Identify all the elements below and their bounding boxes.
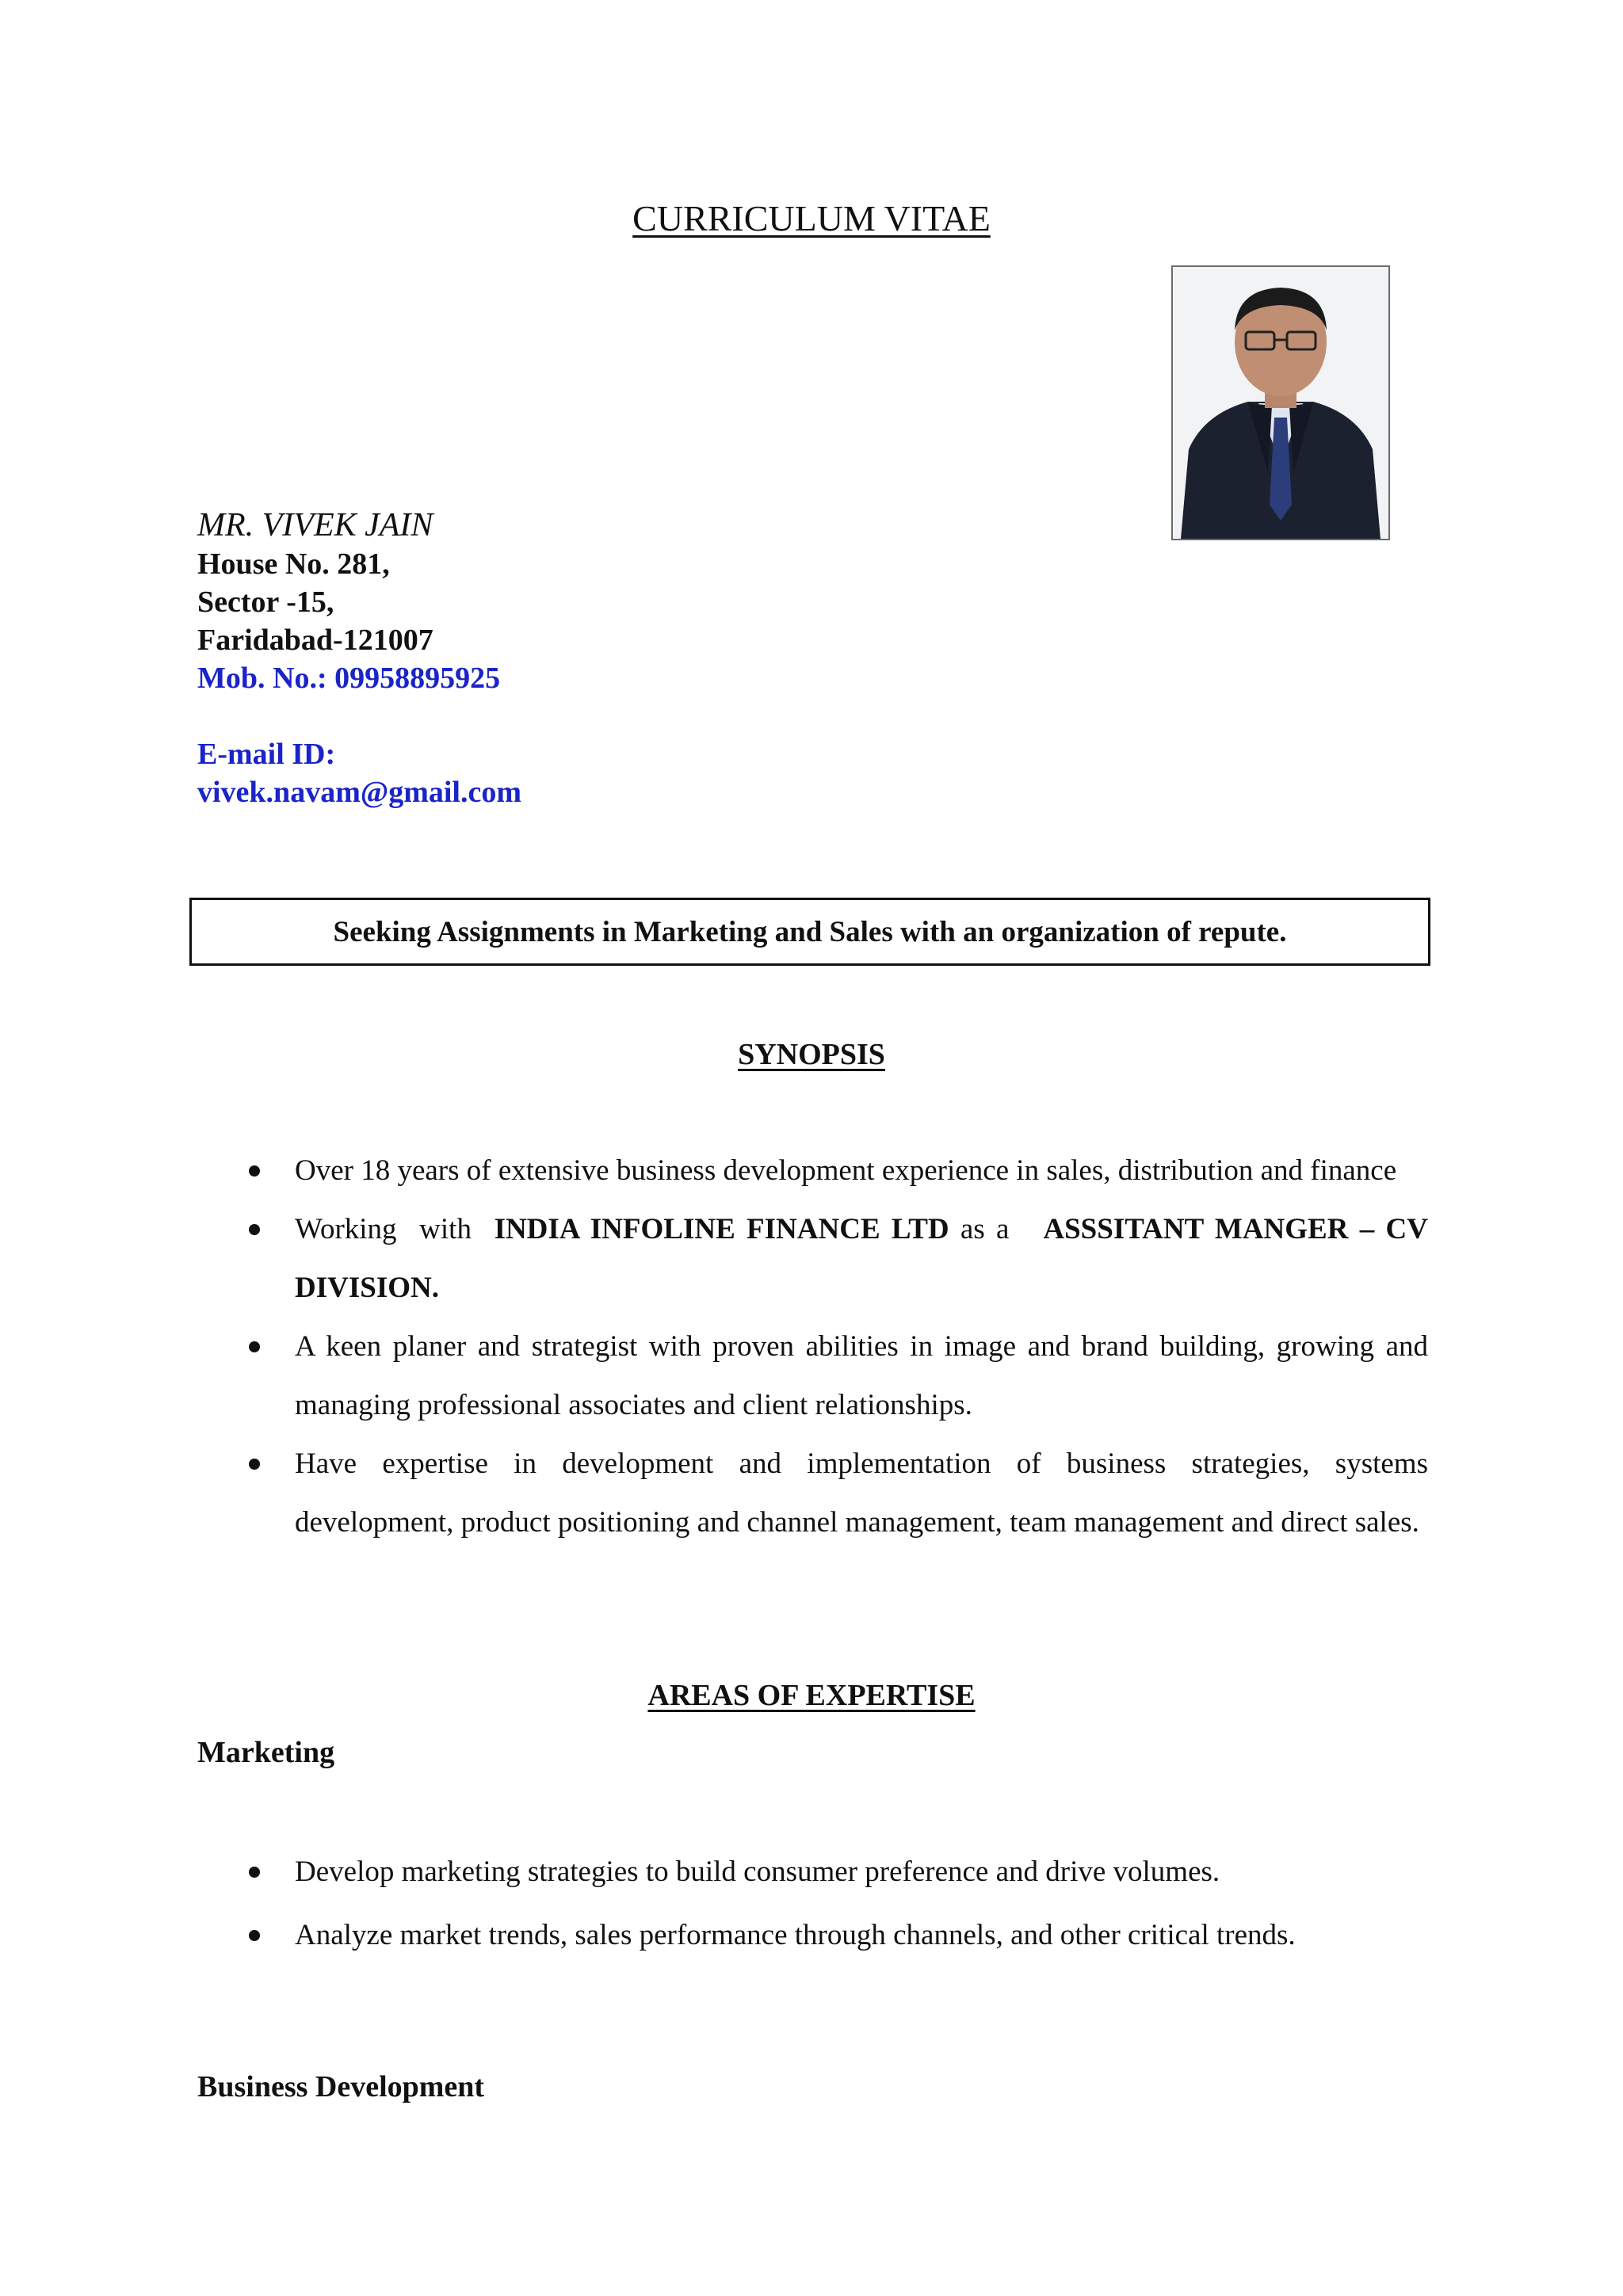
company-name: INDIA INFOLINE FINANCE LTD [494,1213,949,1245]
profile-photo [1171,265,1390,540]
list-item: Develop marketing strategies to build consumer preference and drive volumes. [238,1840,1428,1904]
objective-text: Seeking Assignments in Marketing and Sales with an organization of repute. [333,915,1287,948]
address-line-3: Faridabad-121007 [197,624,433,657]
address-line-1: House No. 281, [197,547,390,581]
bullet-icon [249,1459,260,1470]
person-photo-icon [1173,267,1388,539]
bullet-icon [249,1165,260,1177]
email-label: E-mail ID: [197,738,336,771]
candidate-name: MR. VIVEK JAIN [197,507,433,543]
list-item: Analyze market trends, sales performance through channels, and other critical trends. [238,1904,1428,1967]
synopsis-heading: SYNOPSIS [738,1038,885,1071]
marketing-list [238,1840,1428,1967]
bullet-icon [249,1930,260,1941]
document-title: CURRICULUM VITAE [632,198,991,238]
job-role: ASSSITANT MANGER – CV DIVISION. [295,1213,1429,1304]
synopsis-list [238,1142,1428,1552]
business-development-subheading: Business Development [197,2070,485,2103]
bullet-icon [249,1224,260,1235]
list-item: A keen planer and strategist with proven abilities in image and brand building, growing and managing professional associates and client relationships. [238,1318,1428,1435]
bullet-icon [249,1341,260,1352]
mobile-number: Mob. No.: 09958895925 [197,662,501,695]
expertise-heading: AREAS OF EXPERTISE [647,1679,976,1712]
objective-box [189,898,1430,966]
list-item: Working with INDIA INFOLINE FINANCE LTD as a ASSSITANT MANGER – CV DIVISION. [238,1200,1428,1318]
list-item: Have expertise in development and implementation of business strategies, systems development, product positioning and channel management, team management and direct sales. [238,1435,1428,1552]
address-line-2: Sector -15, [197,585,334,619]
email-link[interactable]: vivek.navam@gmail.com [197,776,521,809]
list-item: Over 18 years of extensive business development experience in sales, distribution and finance [238,1142,1428,1200]
bullet-icon [249,1867,260,1878]
marketing-subheading: Marketing [197,1736,335,1769]
